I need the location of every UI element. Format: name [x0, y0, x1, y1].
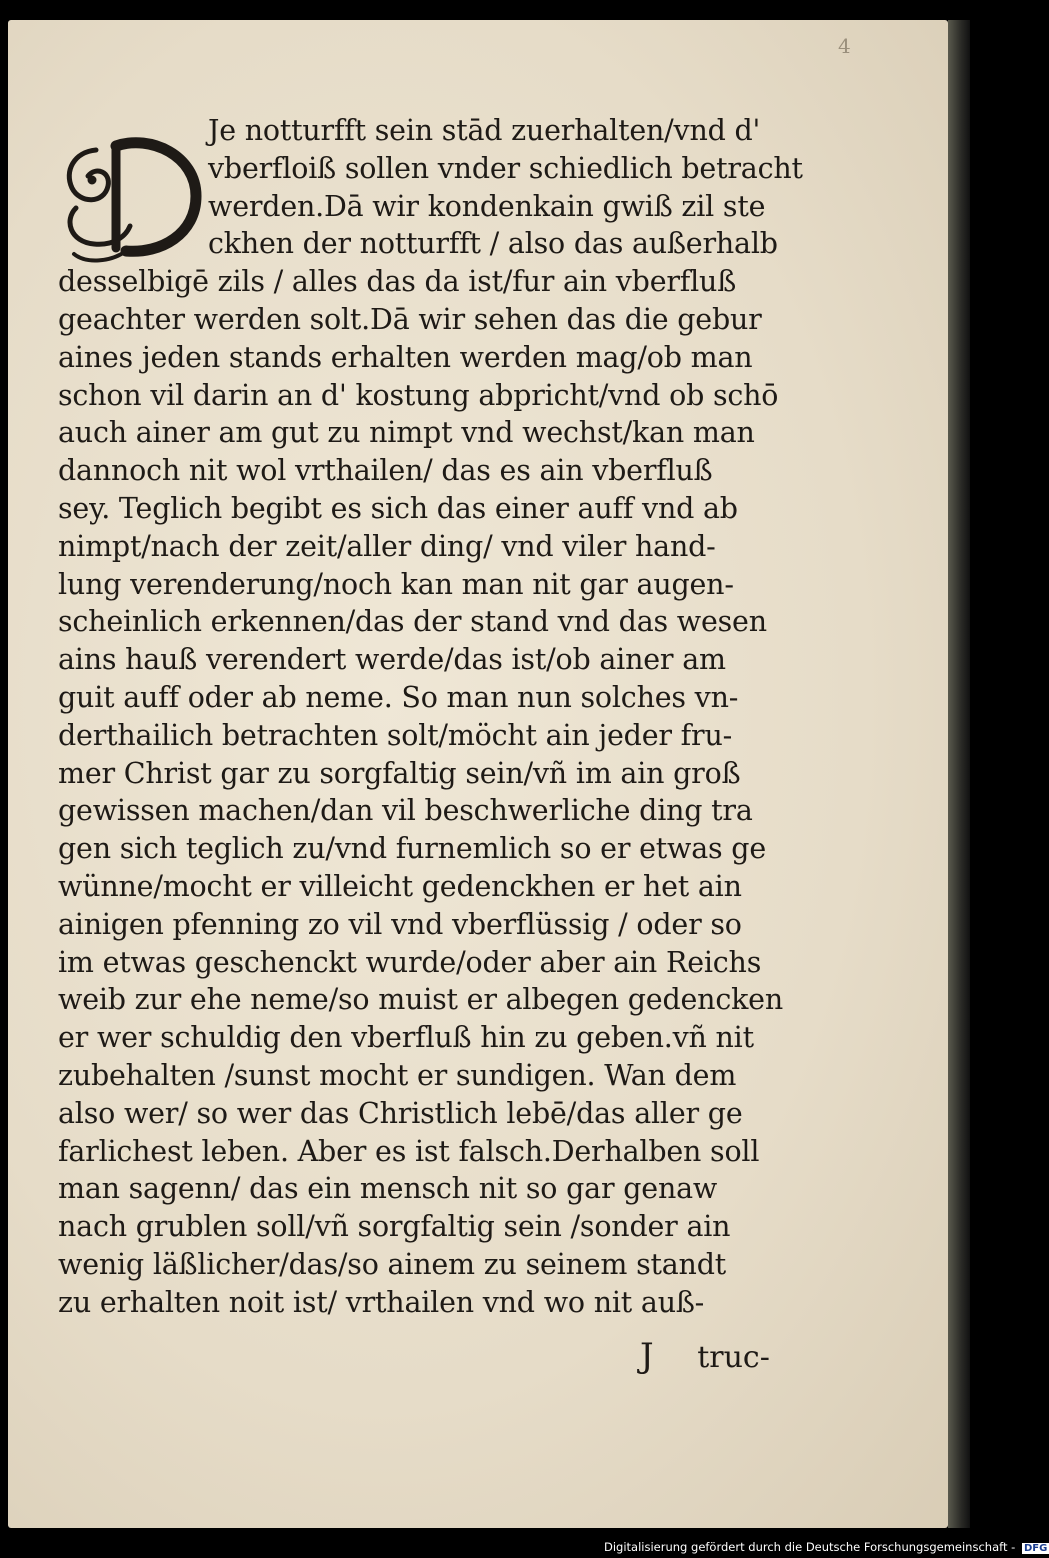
- text-line: werden.Dā wir kondenkain gwiß zil ste: [208, 189, 766, 223]
- book-page: [8, 20, 948, 1528]
- text-line: man sagenn/ das ein mensch nit so gar genaw: [58, 1172, 718, 1206]
- decorated-initial-d: [56, 116, 206, 266]
- text-line: nimpt/nach der zeit/aller ding/ vnd viler hand-: [58, 529, 716, 563]
- text-line: ainigen pfenning zo vil vnd vberflüssig / oder so: [58, 907, 742, 941]
- text-line: geachter werden solt.Dā wir sehen das die gebur: [58, 302, 762, 336]
- text-line: auch ainer am gut zu nimpt vnd wechst/kan man: [58, 416, 755, 450]
- text-line: Je notturfft sein stād zuerhalten/vnd d': [208, 114, 761, 147]
- text-line: sey. Teglich begibt es sich das einer auff vnd ab: [58, 491, 738, 525]
- text-line: vberfloiß sollen vnder schiedlich betracht: [208, 151, 803, 185]
- text-line: derthailich betrachten solt/möcht ain jeder fru-: [58, 718, 733, 752]
- text-line: scheinlich erkennen/das der stand vnd das wesen: [58, 605, 767, 639]
- digitization-credit: [604, 1540, 1049, 1554]
- text-line: mer Christ gar zu sorgfaltig sein/vñ im ain groß: [58, 756, 741, 790]
- text-line: desselbigē zils / alles das da ist/fur ain vberfluß: [58, 265, 737, 299]
- text-line: ckhen der notturfft / also das außerhalb: [208, 227, 778, 261]
- text-line: zubehalten /sunst mocht er sundigen. Wan dem: [58, 1058, 737, 1092]
- text-line: also wer/ so wer das Christlich lebē/das aller ge: [58, 1096, 743, 1130]
- page-number: 4: [838, 34, 851, 58]
- text-line: gen sich teglich zu/vnd furnemlich so er etwas ge: [58, 832, 767, 866]
- text-line: nach grublen soll/vñ sorgfaltig sein /sonder ain: [58, 1210, 731, 1244]
- text-line: er wer schuldig den vberfluß hin zu geben.vñ nit: [58, 1021, 754, 1055]
- catchword-row: [640, 1336, 770, 1376]
- text-line: aines jeden stands erhalten werden mag/ob man: [58, 340, 753, 374]
- text-block: [58, 112, 803, 1322]
- text-line: farlichest leben. Aber es ist falsch.Derhalben soll: [58, 1134, 760, 1168]
- text-line: weib zur ehe neme/so muist er albegen gedencken: [58, 983, 783, 1017]
- text-line: gewissen machen/dan vil beschwerliche ding tra: [58, 794, 753, 828]
- text-line: guit auff oder ab neme. So man nun solches vn-: [58, 680, 739, 714]
- text-line: zu erhalten noit ist/ vrthailen vnd wo nit auß-: [58, 1285, 705, 1319]
- dfg-logo: DFG: [1023, 1543, 1048, 1554]
- text-line: schon vil darin an d' kostung abpricht/vnd ob schō: [58, 378, 779, 412]
- text-line: im etwas geschenckt wurde/oder aber ain Reichs: [58, 945, 762, 979]
- text-line: wenig läßlicher/das/so ainem zu seinem standt: [58, 1247, 727, 1281]
- text-line: ains hauß verendert werde/das ist/ob ainer am: [58, 643, 726, 677]
- signature-mark: J: [640, 1336, 654, 1376]
- catchword: truc-: [697, 1340, 770, 1375]
- text-line: wünne/mocht er villeicht gedenckhen er het ain: [58, 869, 742, 903]
- book-binding-edge: [948, 20, 970, 1528]
- text-line: dannoch nit wol vrthailen/ das es ain vberfluß: [58, 454, 713, 488]
- text-line: lung verenderung/noch kan man nit gar augen-: [58, 567, 734, 601]
- credit-text: Digitalisierung gefördert durch die Deutsche Forschungsgemeinschaft -: [604, 1540, 1016, 1554]
